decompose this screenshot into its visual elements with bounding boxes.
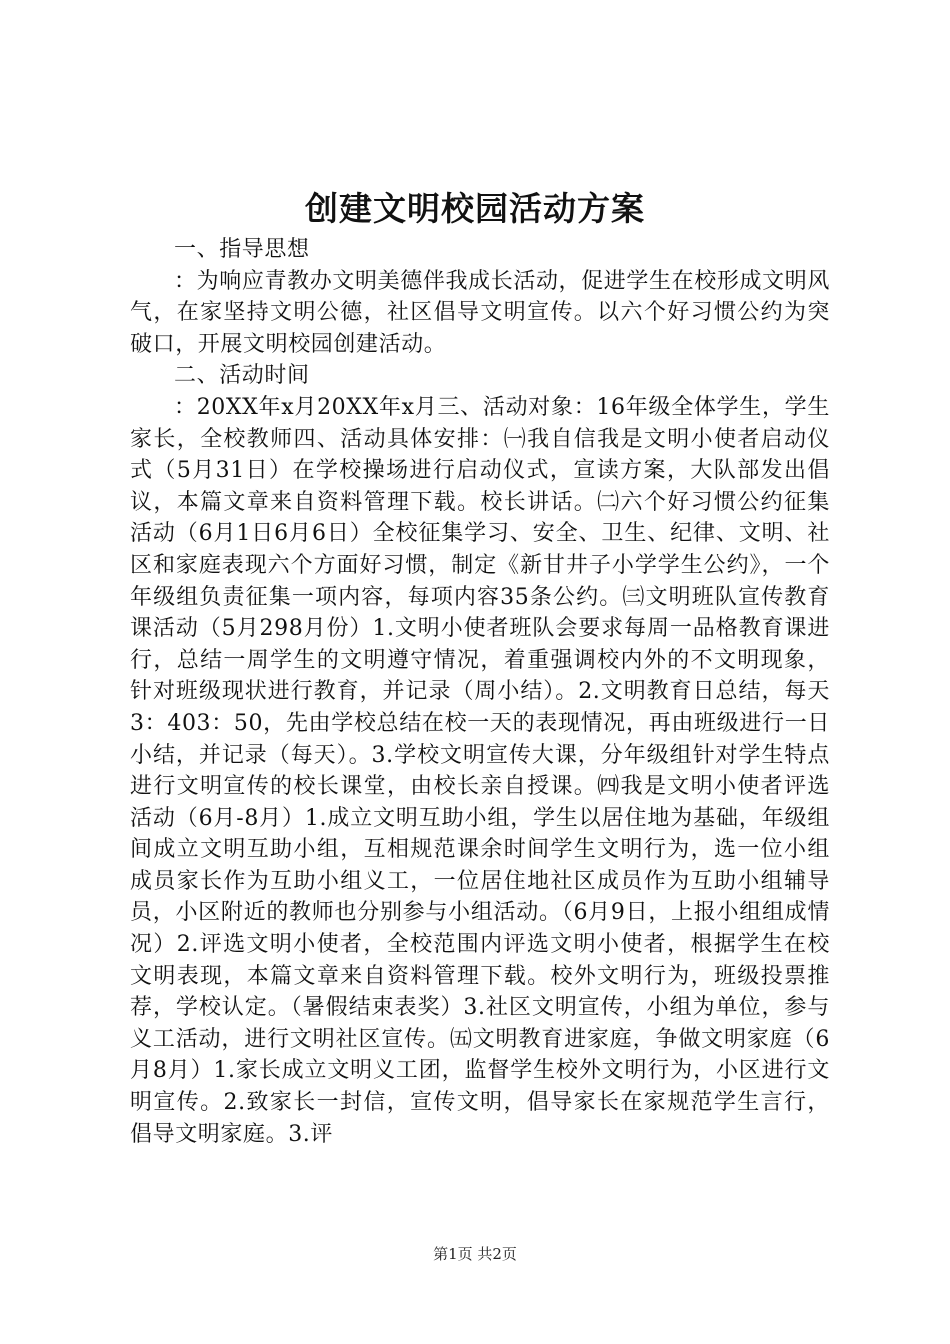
section-text-guiding-ideology: ：为响应青教办文明美德伴我成长活动，促进学生在校形成文明风气，在家坚持文明公德，社区倡导文明宣传。以六个好习惯公约为突破口，开展文明校园创建活动。 <box>130 268 830 357</box>
document-body <box>130 234 830 1150</box>
section-heading-guiding-ideology: 一、指导思想 <box>174 237 310 262</box>
document-title: 创建文明校园活动方案 <box>305 189 645 228</box>
section-heading-activity-time: 二、活动时间 <box>174 363 310 389</box>
page-footer: 第1页 共2页 <box>433 1245 517 1263</box>
section-text-activity-time: ：20XX年x月20XX年x月三、活动对象：16年级全体学生，学生家长，全校教师四、活动具体安排：㈠我自信我是文明小使者启动仪式（5月31日）在学校操场进行启动仪式，宣读方案，大队部发出倡议，本篇文章来自资料管理下载。校长讲话。㈡六个好习惯公约征集活动（6月1日6月6日）全校征集学习、安全、卫生、纪律、文明、社区和家庭表现六个方面好习惯，制定《新甘井子小学学生公约》，一个年级组负责征集一项内容，每项内容35条公约。㈢文明班队宣传教育课活动（5月298月份）1.文明小使者班队会要求每周一品格教育课进行，总结一周学生的文明遵守情况，着重强调校内外的不文明现象，针对班级现状进行教育，并记录（周小结）。2.文明教育日总结，每天3：403：50，先由学校总结在校一天的表现情况，再由班级进行一日小结，并记录（每天）。3.学校文明宣传大课，分年级组针对学生特点进行文明宣传的校长课堂，由校长亲自授课。㈣我是文明小使者评选活动（6月-8月）1.成立文明互助小组，学生以居住地为基础，年级组间成立文明互助小组，互相规范课余时间学生文明行为，选一位小组成员家长作为互助小组义工，一位居住地社区成员作为互助小组辅导员，小区附近的教师也分别参与小组活动。（6月9日，上报小组组成情况）2.评选文明小使者，全校范围内评选文明小使者，根据学生在校文明表现，本篇文章来自资料管理下载。校外文明行为，班级投票推荐，学校认定。（暑假结束表奖）3.社区文明宣传，小组为单位，参与义工活动，进行文明社区宣传。㈤文明教育进家庭，争做文明家庭（6月8月）1.家长成立文明义工团，监督学生校外文明行为，小区进行文明宣传。2.致家长一封信，宣传文明，倡导家长在家规范学生言行，倡导文明家庭。3.评 <box>130 394 830 1147</box>
